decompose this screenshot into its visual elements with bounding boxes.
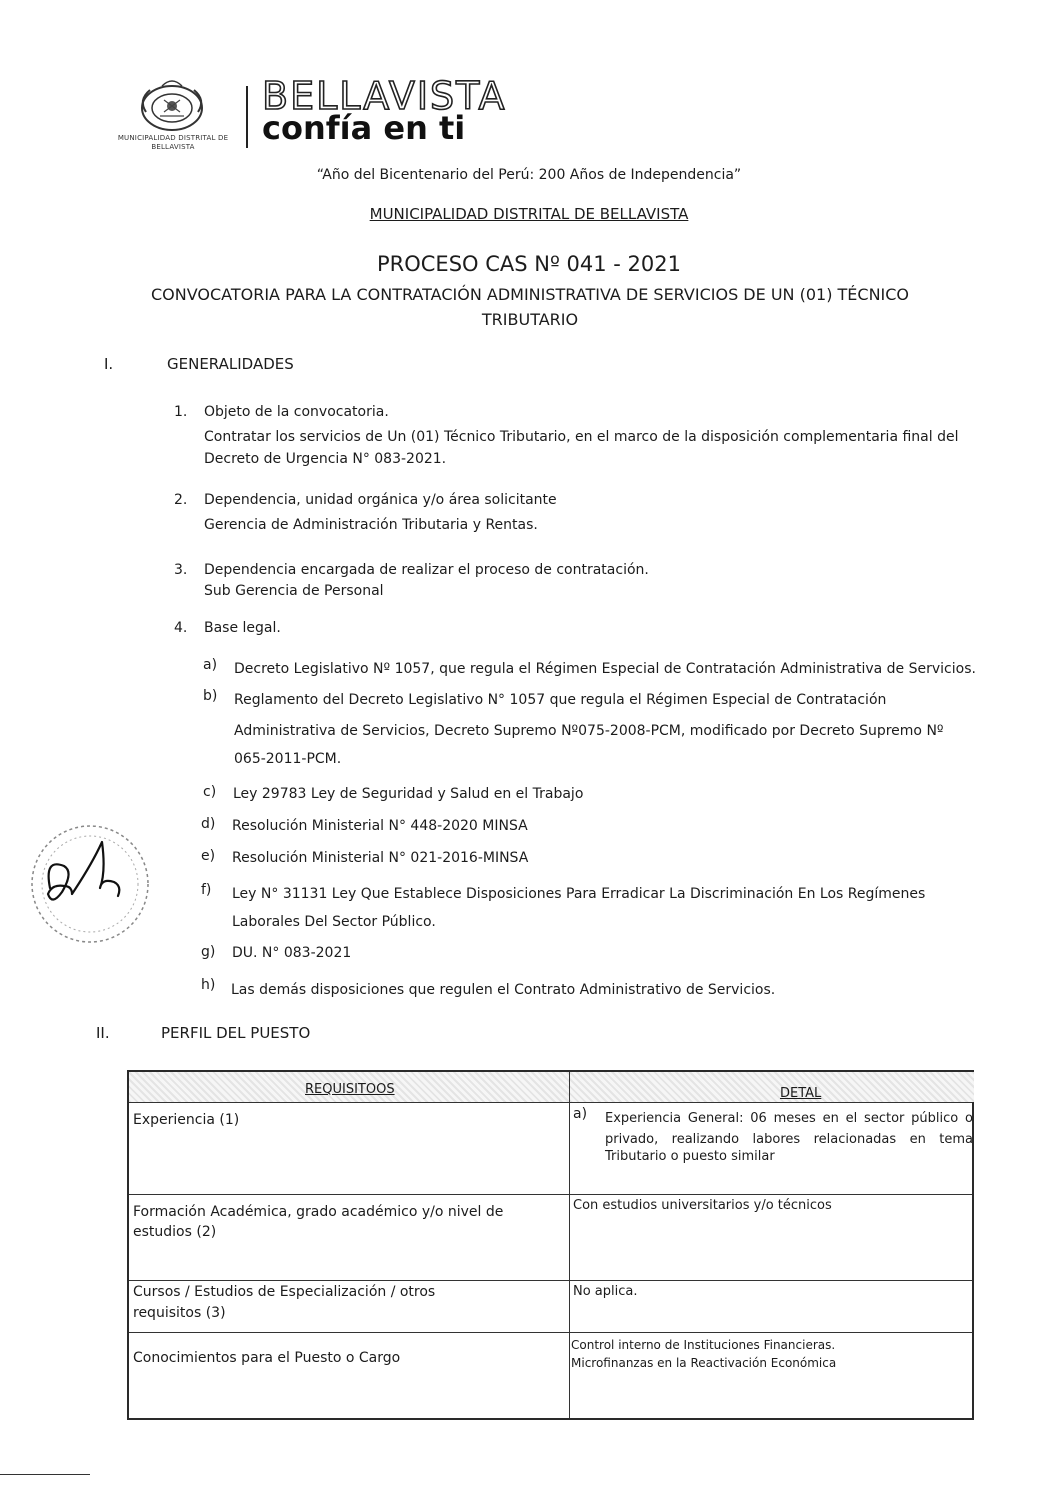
table-row-divider bbox=[129, 1102, 972, 1103]
table-cell-requirement: requisitos (3) bbox=[133, 1305, 226, 1321]
legal-text: 065-2011-PCM. bbox=[234, 751, 342, 767]
brand-name: BELLAVISTA bbox=[262, 74, 507, 118]
legal-text: Laborales Del Sector Público. bbox=[232, 914, 436, 930]
legal-letter: a) bbox=[203, 657, 218, 673]
year-motto: “Año del Bicentenario del Perú: 200 Años de Independencia” bbox=[316, 167, 742, 183]
legal-text: Ley N° 31131 Ley Que Establece Disposiciones Para Erradicar La Discriminación En Los Regímenes bbox=[232, 886, 926, 902]
legal-text: DU. N° 083-2021 bbox=[232, 945, 352, 961]
legal-text: Resolución Ministerial N° 021-2016-MINSA bbox=[232, 850, 529, 866]
table-cell-detail-letter: a) bbox=[573, 1106, 588, 1122]
legal-letter: b) bbox=[203, 688, 218, 704]
process-subtitle: CONVOCATORIA PARA LA CONTRATACIÓN ADMINISTRATIVA DE SERVICIOS DE UN (01) TÉCNICO TRIBUTARIO bbox=[150, 285, 910, 329]
table-row-divider bbox=[129, 1332, 972, 1333]
table-row-divider bbox=[129, 1194, 972, 1195]
legal-text: Reglamento del Decreto Legislativo N° 1057 que regula el Régimen Especial de Contratación bbox=[234, 692, 887, 708]
table-cell-detail: privado, realizando labores relacionadas en tema bbox=[605, 1132, 973, 1147]
item-title: Base legal. bbox=[204, 620, 281, 636]
table-cell-requirement: Conocimientos para el Puesto o Cargo bbox=[133, 1350, 401, 1366]
brand-tagline: confía en ti bbox=[262, 109, 466, 147]
item-text: Sub Gerencia de Personal bbox=[204, 583, 384, 599]
item-text: Gerencia de Administración Tributaria y Rentas. bbox=[204, 517, 538, 533]
bottom-rule bbox=[0, 1474, 90, 1475]
table-cell-requirement: Experiencia (1) bbox=[133, 1112, 240, 1128]
item-title: Dependencia encargada de realizar el proceso de contratación. bbox=[204, 562, 649, 578]
legal-letter: c) bbox=[203, 784, 217, 800]
item-title: Objeto de la convocatoria. bbox=[204, 404, 389, 420]
table-cell-requirement: Cursos / Estudios de Especialización / otros bbox=[133, 1284, 436, 1300]
table-header-requirement: REQUISITOOS bbox=[305, 1082, 395, 1097]
table-column-divider bbox=[569, 1072, 570, 1418]
legal-text: Resolución Ministerial N° 448-2020 MINSA bbox=[232, 818, 528, 834]
item-text: Decreto de Urgencia N° 083-2021. bbox=[204, 451, 447, 467]
table-cell-detail: Experiencia General: 06 meses en el sector público o bbox=[605, 1111, 973, 1126]
table-cell-requirement: Formación Académica, grado académico y/o nivel de bbox=[133, 1204, 504, 1220]
table-cell-detail: Con estudios universitarios y/o técnicos bbox=[573, 1198, 832, 1213]
table-cell-detail: Microfinanzas en la Reactivación Económica bbox=[571, 1356, 837, 1370]
item-number: 4. bbox=[174, 620, 188, 636]
seal-caption: MUNICIPALIDAD DISTRITAL DE BELLAVISTA bbox=[117, 134, 229, 151]
org-title bbox=[0, 205, 1058, 223]
table-header-detail: DETAL bbox=[780, 1086, 822, 1101]
section-title: GENERALIDADES bbox=[167, 355, 294, 373]
legal-letter: h) bbox=[201, 977, 216, 993]
table-cell-detail: Control interno de Instituciones Financieras. bbox=[571, 1338, 836, 1352]
legal-text: Decreto Legislativo Nº 1057, que regula el Régimen Especial de Contratación Administrativa de Servicios. bbox=[234, 661, 976, 677]
section-number: I. bbox=[104, 355, 114, 373]
item-number: 2. bbox=[174, 492, 188, 508]
item-number: 3. bbox=[174, 562, 188, 578]
section-number: II. bbox=[96, 1024, 110, 1042]
legal-letter: g) bbox=[201, 944, 216, 960]
legal-letter: e) bbox=[201, 848, 216, 864]
table-row-divider bbox=[129, 1280, 972, 1281]
requirements-table bbox=[127, 1070, 974, 1420]
item-number: 1. bbox=[174, 404, 188, 420]
process-code: PROCESO CAS Nº 041 - 2021 bbox=[376, 252, 682, 276]
section-title: PERFIL DEL PUESTO bbox=[161, 1024, 311, 1042]
municipal-seal-icon bbox=[132, 72, 212, 136]
table-cell-requirement: estudios (2) bbox=[133, 1224, 217, 1240]
table-cell-detail: Tributario o puesto similar bbox=[605, 1149, 775, 1164]
signature-stamp bbox=[20, 818, 162, 948]
table-cell-detail: No aplica. bbox=[573, 1284, 638, 1299]
org-title-text: MUNICIPALIDAD DISTRITAL DE BELLAVISTA bbox=[369, 205, 689, 223]
legal-text: Las demás disposiciones que regulen el Contrato Administrativo de Servicios. bbox=[231, 982, 776, 998]
logo-divider bbox=[246, 86, 248, 148]
item-title: Dependencia, unidad orgánica y/o área solicitante bbox=[204, 492, 557, 508]
item-text: Contratar los servicios de Un (01) Técnico Tributario, en el marco de la disposición complementaria final del bbox=[204, 429, 959, 445]
legal-letter: f) bbox=[201, 882, 212, 898]
legal-letter: d) bbox=[201, 816, 216, 832]
table-header-cell-detail bbox=[570, 1072, 974, 1102]
legal-text: Administrativa de Servicios, Decreto Supremo Nº075-2008-PCM, modificado por Decreto Supremo Nº bbox=[234, 723, 944, 739]
legal-text: Ley 29783 Ley de Seguridad y Salud en el Trabajo bbox=[233, 786, 584, 802]
